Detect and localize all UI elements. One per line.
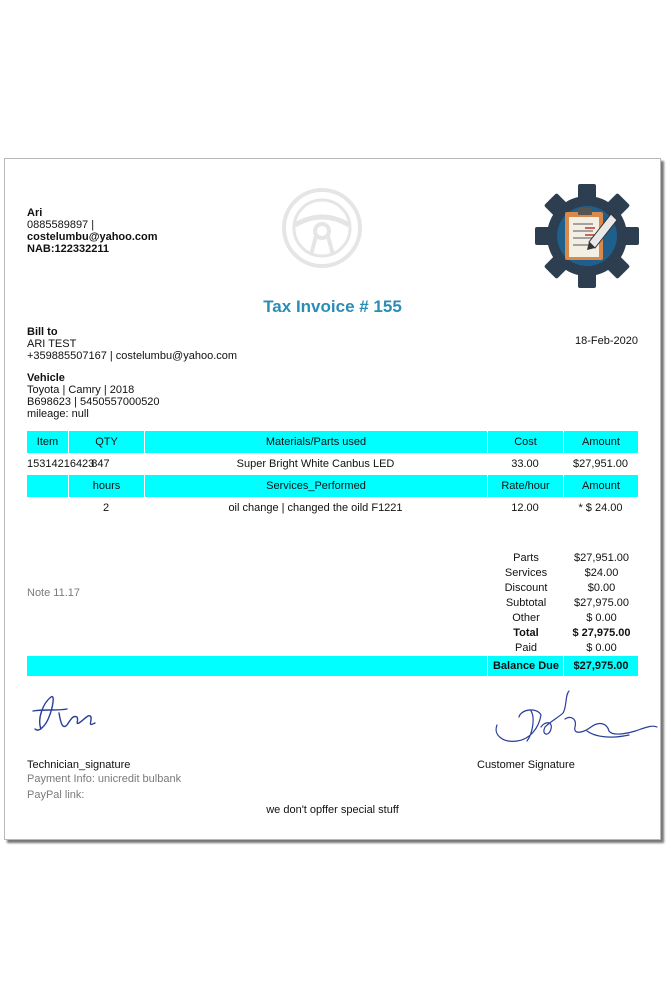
summary-value-other: $ 0.00 <box>586 612 617 624</box>
sender-name: Ari <box>27 207 43 219</box>
summary-label-services: Services <box>504 567 548 579</box>
col-header-rate: Rate/hour <box>487 475 563 497</box>
sender-nab: NAB:122332211 <box>27 243 109 255</box>
part-qty: 847 <box>91 458 110 470</box>
sender-email: costelumbu@yahoo.com <box>27 231 158 243</box>
summary-label-other: Other <box>512 612 540 624</box>
sender-phone: 0885589897 | <box>27 219 95 231</box>
part-cost: 33.00 <box>511 458 539 470</box>
invoice-sheet <box>4 158 661 840</box>
balance-divider <box>563 656 564 676</box>
bill-to-block <box>27 326 237 362</box>
summary-values <box>564 551 639 656</box>
summary-value-services: $24.00 <box>584 567 619 579</box>
bill-to-contact: +359885507167 | costelumbu@yahoo.com <box>27 350 238 362</box>
summary-label-paid: Paid <box>514 642 538 654</box>
summary-label-total: Total <box>513 627 539 639</box>
invoice-table <box>27 431 638 519</box>
customer-signature-scribble <box>491 687 659 753</box>
col-header-amount: Amount <box>563 431 638 453</box>
col-header-materials: Materials/Parts used <box>144 431 487 453</box>
vehicle-ids: B698623 | 5450557000520 <box>27 396 160 408</box>
table-row <box>27 497 638 519</box>
bill-to-name: ARI TEST <box>27 338 77 350</box>
summary-value-subtotal: $27,975.00 <box>573 597 630 609</box>
part-amount: $27,951.00 <box>572 458 629 470</box>
service-rate: 12.00 <box>511 502 539 514</box>
summary-label-parts: Parts <box>513 552 539 564</box>
invoice-title: Tax Invoice # 155 <box>263 297 402 316</box>
balance-divider <box>487 656 488 676</box>
table-row <box>27 453 638 475</box>
parts-header-row <box>27 431 638 453</box>
summary-label-subtotal: Subtotal <box>505 597 547 609</box>
vehicle-model: Toyota | Camry | 2018 <box>27 384 135 396</box>
summary-value-paid: $ 0.00 <box>586 642 617 654</box>
vehicle-mileage: mileage: null <box>27 408 89 420</box>
col-header-services: Services_Performed <box>144 475 487 497</box>
col-header-qty: QTY <box>68 431 144 453</box>
summary-value-parts: $27,951.00 <box>573 552 630 564</box>
part-item-cell <box>27 453 144 475</box>
payment-info: Payment Info: unicredit bulbank <box>27 773 182 785</box>
invoice-date: 18-Feb-2020 <box>575 335 638 347</box>
col-header-hours: hours <box>68 475 144 497</box>
part-description: Super Bright White Canbus LED <box>236 458 395 470</box>
footer-note: we don't opffer special stuff <box>266 804 399 816</box>
col-header-service-amount: Amount <box>563 475 638 497</box>
part-item-number: 15314216423 <box>27 458 95 470</box>
sender-block <box>27 207 158 255</box>
col-header-cost: Cost <box>487 431 563 453</box>
service-blank-cell <box>27 497 68 519</box>
balance-due-bar <box>27 656 638 676</box>
technician-signature-scribble <box>29 689 109 737</box>
summary-value-discount: $0.00 <box>587 582 616 594</box>
summary-labels <box>488 551 564 656</box>
invoice-note: Note 11.17 <box>27 587 81 599</box>
steering-wheel-icon <box>281 187 363 269</box>
service-hours: 2 <box>102 502 110 514</box>
gear-clipboard-logo-icon <box>533 181 641 291</box>
technician-signature-label: Technician_signature <box>27 759 131 771</box>
paypal-link[interactable]: PayPal link: <box>27 789 85 801</box>
service-amount: * $ 24.00 <box>578 502 623 514</box>
balance-due-value: $27,975.00 <box>573 660 629 672</box>
vehicle-block <box>27 372 160 420</box>
vehicle-label: Vehicle <box>27 372 65 384</box>
service-description: oil change | changed the oild F1221 <box>228 502 403 514</box>
summary-value-total: $ 27,975.00 <box>572 627 631 639</box>
col-header-item: Item <box>27 431 68 453</box>
customer-signature-label: Customer Signature <box>477 759 575 771</box>
col-header-blank <box>27 475 68 497</box>
bill-to-label: Bill to <box>27 326 58 338</box>
balance-due-label: Balance Due <box>492 660 560 672</box>
services-header-row <box>27 475 638 497</box>
summary-label-discount: Discount <box>504 582 548 594</box>
